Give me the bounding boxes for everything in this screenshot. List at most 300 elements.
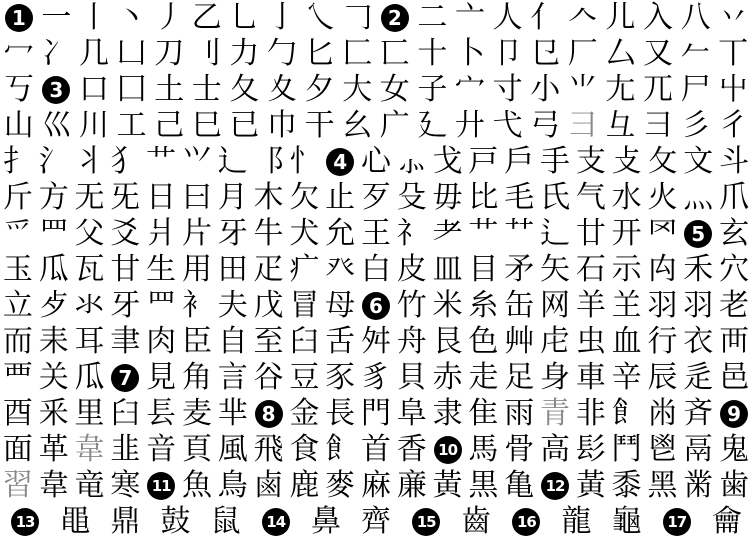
radical-character: 𠃌 — [342, 0, 373, 35]
radical-character: 羽 — [683, 288, 714, 323]
stroke-count-badge — [107, 360, 143, 396]
radical-character: 寒 — [110, 468, 141, 503]
radical-character: 頁 — [181, 432, 212, 467]
radical-character: 儿 — [605, 0, 636, 35]
radical-character: 无 — [74, 180, 105, 215]
stroke-count-badge — [537, 468, 573, 504]
radical-character: 毋 — [432, 180, 463, 215]
radical-character: 歹 — [360, 180, 391, 215]
radical-character: ⺕ — [642, 108, 673, 143]
radical-character: 行 — [647, 324, 678, 359]
radical-character: ⺌ — [567, 72, 598, 107]
radical-character: 亷 — [396, 468, 427, 503]
radical-character: 艸 — [504, 324, 535, 359]
radical-character: ⺾ — [146, 144, 177, 179]
stroke-count-number: 3 — [42, 76, 70, 104]
radical-character: 鼎 — [110, 504, 141, 539]
stroke-count-number: 9 — [720, 400, 748, 428]
radical-character: ⺿ — [504, 216, 535, 251]
radical-character: 辰 — [647, 360, 678, 395]
radical-character: 攵 — [647, 144, 678, 179]
radical-character: 阜 — [396, 396, 427, 431]
stroke-count-number: 17 — [663, 508, 691, 536]
radical-character: 糸 — [468, 288, 499, 323]
radical-character: 片 — [181, 216, 212, 251]
radical-character: 革 — [38, 432, 69, 467]
radical-character: 血 — [611, 324, 642, 359]
radical-character: 疒 — [289, 252, 320, 287]
radical-character: 戸 — [468, 144, 499, 179]
radical-character: 魚 — [181, 468, 212, 503]
radical-character: 疋 — [253, 252, 284, 287]
radical-character: 廾 — [454, 108, 485, 143]
radical-character: 瓜 — [74, 360, 105, 395]
stroke-count-number: 5 — [684, 220, 712, 248]
radical-character: 大 — [342, 72, 373, 107]
radical-character: 乀 — [304, 0, 335, 35]
radical-character: 卩 — [492, 36, 523, 71]
radical-character: 鼓 — [160, 504, 191, 539]
radical-character: 囗 — [116, 72, 147, 107]
stroke-count-badge — [430, 432, 466, 468]
radical-character: ⺨ — [110, 144, 141, 179]
radical-character: 爿 — [146, 216, 177, 251]
radical-character: 衤 — [181, 288, 212, 323]
radical-character: 豸 — [360, 360, 391, 395]
radical-character: 玉 — [2, 252, 33, 287]
radical-character: 弓 — [530, 108, 561, 143]
radical-character: 方 — [38, 180, 69, 215]
radical-character: 酉 — [2, 396, 33, 431]
radical-character: 罒 — [146, 288, 177, 323]
radical-character: 川 — [78, 108, 109, 143]
stroke-count-badge — [0, 0, 38, 36]
stroke-count-badge — [376, 0, 414, 36]
radical-character: 黃 — [575, 468, 606, 503]
radical-character: 㔾 — [530, 36, 561, 71]
radical-character: ⺲ — [38, 216, 69, 251]
radical-character: 目 — [468, 252, 499, 287]
radical-character: 一 — [41, 0, 72, 35]
radical-character: 已 — [229, 108, 260, 143]
radical-character: 耂 — [432, 216, 463, 251]
radical-character: 麻 — [360, 468, 391, 503]
radical-character: 匸 — [379, 36, 410, 71]
radical-character: 襾 — [719, 324, 750, 359]
radical-character: 黒 — [468, 468, 499, 503]
radical-character: 屮 — [718, 72, 749, 107]
radical-character: 止 — [325, 180, 356, 215]
radical-character: 韋 — [38, 468, 69, 503]
radical-character: 干 — [304, 108, 335, 143]
stroke-count-number: 6 — [362, 292, 390, 320]
radical-character: 飠 — [325, 432, 356, 467]
radical-character: 尸 — [680, 72, 711, 107]
radical-character: 关 — [38, 360, 69, 395]
radical-character: 镸 — [146, 396, 177, 431]
radical-character: ⺗ — [396, 144, 427, 179]
radical-character: 田 — [217, 252, 248, 287]
radical-character: 飠 — [611, 396, 642, 431]
radical-character: 豆 — [289, 360, 320, 395]
radical-character: ⺍ — [181, 144, 212, 179]
radical-character: 𠂉 — [680, 36, 711, 71]
radical-character: 开 — [611, 216, 642, 251]
radical-character: 亠 — [454, 0, 485, 35]
radical-character: 車 — [575, 360, 606, 395]
radical-character: 丂 — [3, 72, 34, 107]
radical-character: 走 — [468, 360, 499, 395]
radical-character: 身 — [540, 360, 571, 395]
radical-character: 寸 — [492, 72, 523, 107]
stroke-count-badge — [716, 396, 752, 432]
radical-character: 羊 — [575, 288, 606, 323]
radical-character: 网 — [540, 288, 571, 323]
radical-character: 舟 — [396, 324, 427, 359]
radical-character: 尢 — [605, 72, 636, 107]
radical-character: 士 — [191, 72, 222, 107]
stroke-count-number: 4 — [326, 148, 354, 176]
stroke-count-number: 1 — [5, 4, 33, 32]
radical-character: 又 — [642, 36, 673, 71]
radical-character: ⺖ — [289, 144, 320, 179]
radical-character: 广 — [379, 108, 410, 143]
radical-character: 牙 — [217, 216, 248, 251]
radical-character: 鬼 — [719, 432, 750, 467]
radical-character: 彡 — [680, 108, 711, 143]
radical-character: 夊 — [266, 72, 297, 107]
radical-character: 韭 — [110, 432, 141, 467]
radical-character: 比 — [468, 180, 499, 215]
stroke-count-number: 7 — [111, 364, 139, 392]
stroke-count-badge — [38, 72, 76, 108]
radical-character: 冖 — [3, 36, 34, 71]
radical-character: 殳 — [396, 180, 427, 215]
radical-character: 皿 — [432, 252, 463, 287]
radical-character: 風 — [217, 432, 248, 467]
radical-character: ⺾ — [468, 216, 499, 251]
radical-character: 支 — [575, 144, 606, 179]
radical-character: 龠 — [711, 504, 742, 539]
radical-character: 龍 — [561, 504, 592, 539]
radical-character: 入 — [642, 0, 673, 35]
radical-character: 攴 — [611, 144, 642, 179]
radical-character: 石 — [575, 252, 606, 287]
radical-character: 韋 — [74, 432, 105, 467]
radical-character: 乚 — [229, 0, 260, 35]
radical-character: 母 — [325, 288, 356, 323]
radical-character: 黍 — [611, 468, 642, 503]
radical-character: ⻍ — [540, 216, 571, 251]
radical-character: 夫 — [217, 288, 248, 323]
radical-character: 禾 — [683, 252, 714, 287]
radical-character: 釆 — [38, 396, 69, 431]
radical-character: 聿 — [110, 324, 141, 359]
radical-character: 卜 — [454, 36, 485, 71]
radical-character: 勹 — [266, 36, 297, 71]
radical-character: 木 — [253, 180, 284, 215]
radical-character: 斗 — [719, 144, 750, 179]
radical-character: 黹 — [683, 468, 714, 503]
radical-character: 鬥 — [611, 432, 642, 467]
radical-character: 耒 — [38, 324, 69, 359]
radical-character: 礻 — [396, 216, 427, 251]
radical-character: 音 — [146, 432, 177, 467]
radical-character: 臼 — [289, 324, 320, 359]
radical-character: 竹 — [396, 288, 427, 323]
radical-character: 亀 — [504, 468, 535, 503]
radical-character: 谷 — [253, 360, 284, 395]
radical-character: 𠆢 — [567, 0, 598, 35]
radical-character: 戶 — [504, 144, 535, 179]
stroke-count-badge — [251, 396, 287, 432]
radical-character: 工 — [116, 108, 147, 143]
radical-character: 髟 — [575, 432, 606, 467]
radical-character: 玄 — [719, 216, 750, 251]
radical-character: 氏 — [540, 180, 571, 215]
stroke-count-badge — [501, 504, 551, 540]
radical-character: 非 — [575, 396, 606, 431]
radical-character: 見 — [146, 360, 177, 395]
stroke-count-badge — [322, 144, 358, 180]
radical-character: 丿 — [154, 0, 185, 35]
radical-character: 彐 — [567, 108, 598, 143]
radical-character: 父 — [74, 216, 105, 251]
radical-character: 至 — [253, 324, 284, 359]
radical-character: 瓜 — [38, 252, 69, 287]
radical-character: 禸 — [647, 252, 678, 287]
radical-character: 麥 — [325, 468, 356, 503]
radical-character: 竜 — [74, 468, 105, 503]
radical-character: 麦 — [181, 396, 212, 431]
radical-character: 丅 — [718, 36, 749, 71]
radical-character: ⻌ — [217, 144, 248, 179]
radical-character: 允 — [325, 216, 356, 251]
radical-character: 爪 — [719, 180, 750, 215]
radical-character: 示 — [611, 252, 642, 287]
radical-character: 色 — [468, 324, 499, 359]
radical-character: 矢 — [540, 252, 571, 287]
radical-character: 山 — [3, 108, 34, 143]
radical-character: 欠 — [289, 180, 320, 215]
radical-character: 黃 — [432, 468, 463, 503]
radical-character: 辛 — [611, 360, 642, 395]
radical-character: 面 — [2, 432, 33, 467]
radical-character: 气 — [575, 180, 606, 215]
radical-character: 皮 — [396, 252, 427, 287]
radical-character: 八 — [680, 0, 711, 35]
radical-character: 覀 — [2, 360, 33, 395]
radical-character: 心 — [360, 144, 391, 179]
radical-character: 巛 — [41, 108, 72, 143]
radical-character: 巳 — [191, 108, 222, 143]
radical-character: 虫 — [575, 324, 606, 359]
radical-character: 旡 — [110, 180, 141, 215]
radical-character: 丶 — [116, 0, 147, 35]
stroke-count-number: 8 — [255, 400, 283, 428]
radical-character: 己 — [154, 108, 185, 143]
radical-character: 鬲 — [683, 432, 714, 467]
radical-character: 毛 — [504, 180, 535, 215]
stroke-count-badge — [358, 288, 394, 324]
radical-character: 冫 — [41, 36, 72, 71]
radical-character: 歯 — [719, 468, 750, 503]
radical-character: 爻 — [110, 216, 141, 251]
stroke-count-number: 13 — [11, 508, 39, 536]
radical-character: 生 — [146, 252, 177, 287]
radical-character: 癶 — [325, 252, 356, 287]
radical-character: 匚 — [342, 36, 373, 71]
radical-character: 羽 — [647, 288, 678, 323]
radical-character: 二 — [417, 0, 448, 35]
radical-character: 豕 — [325, 360, 356, 395]
radical-character: 長 — [325, 396, 356, 431]
radical-character: 雨 — [504, 396, 535, 431]
stroke-count-number: 14 — [262, 508, 290, 536]
radical-character: 夕 — [304, 72, 335, 107]
radical-character: 鹵 — [253, 468, 284, 503]
radical-character: 冒 — [289, 288, 320, 323]
radical-character: 王 — [360, 216, 391, 251]
radical-character: 青 — [540, 396, 571, 431]
radical-character: 貝 — [396, 360, 427, 395]
radical-character: 日 — [146, 180, 177, 215]
radical-character: 黑 — [647, 468, 678, 503]
radical-character: 女 — [379, 72, 410, 107]
radical-character: 習 — [2, 468, 33, 503]
radical-character: 甘 — [110, 252, 141, 287]
radical-character: 廿 — [575, 216, 606, 251]
radical-character: 而 — [2, 324, 33, 359]
radical-character: 虍 — [540, 324, 571, 359]
radical-character: 乙 — [191, 0, 222, 35]
radical-character: 歺 — [38, 288, 69, 323]
radical-character: 角 — [181, 360, 212, 395]
radical-character: 高 — [540, 432, 571, 467]
radical-character: 宀 — [454, 72, 485, 107]
radical-character: 馬 — [468, 432, 499, 467]
radical-character: 芈 — [217, 396, 248, 431]
radical-character: 矛 — [504, 252, 535, 287]
radical-character: 飛 — [253, 432, 284, 467]
radical-character: 鼻 — [310, 504, 341, 539]
radical-character: 爫 — [2, 216, 33, 251]
radical-character: 土 — [154, 72, 185, 107]
radical-character: 黽 — [60, 504, 91, 539]
radical-character: 耳 — [74, 324, 105, 359]
stroke-count-badge — [143, 468, 179, 504]
radical-character: 犬 — [289, 216, 320, 251]
radical-character: 火 — [647, 180, 678, 215]
radical-character: 足 — [504, 360, 535, 395]
radical-character: ⺡ — [38, 144, 69, 179]
stroke-count-badge — [652, 504, 702, 540]
radical-character: 厂 — [567, 36, 598, 71]
radical-character: 戈 — [432, 144, 463, 179]
radical-character: 臼 — [110, 396, 141, 431]
radical-character: 臣 — [181, 324, 212, 359]
stroke-count-badge — [680, 216, 716, 252]
radical-character: ⻏ — [253, 144, 284, 179]
radical-character: 隹 — [468, 396, 499, 431]
radical-character: 食 — [289, 432, 320, 467]
radical-character: 亅 — [266, 0, 297, 35]
radical-character: 刀 — [154, 36, 185, 71]
radical-character: 水 — [611, 180, 642, 215]
radical-character: 丷 — [718, 0, 749, 35]
radical-character: 氺 — [74, 288, 105, 323]
radical-character: 鼠 — [210, 504, 241, 539]
radical-character: 隶 — [432, 396, 463, 431]
radical-character: 斤 — [2, 180, 33, 215]
radical-character: 幺 — [342, 108, 373, 143]
radical-character: 口 — [78, 72, 109, 107]
stroke-count-number: 12 — [541, 472, 569, 500]
radical-character: 邑 — [719, 360, 750, 395]
radical-character: 弋 — [492, 108, 523, 143]
radical-character: 赤 — [432, 360, 463, 395]
radical-character: 手 — [540, 144, 571, 179]
radical-character: 丨 — [78, 0, 109, 35]
radical-character: 米 — [432, 288, 463, 323]
radical-character: 文 — [683, 144, 714, 179]
stroke-count-number: 15 — [412, 508, 440, 536]
radical-character: 舌 — [325, 324, 356, 359]
stroke-count-number: 16 — [512, 508, 540, 536]
radical-character: 艮 — [432, 324, 463, 359]
radical-character: 肉 — [146, 324, 177, 359]
radical-character: 舛 — [360, 324, 391, 359]
radical-character: 彑 — [605, 108, 636, 143]
radical-character: 彳 — [718, 108, 749, 143]
radical-character: 小 — [530, 72, 561, 107]
radical-character: 瓦 — [74, 252, 105, 287]
radical-character: 香 — [396, 432, 427, 467]
radical-character: 鳥 — [217, 468, 248, 503]
radical-character: ⺘ — [2, 144, 33, 179]
radical-character: 鬯 — [647, 432, 678, 467]
radical-character: 𦍌 — [611, 288, 642, 323]
radical-character: 子 — [417, 72, 448, 107]
radical-character: 自 — [217, 324, 248, 359]
radical-character: 廴 — [417, 108, 448, 143]
radical-character: 白 — [360, 252, 391, 287]
radical-character: 辵 — [683, 360, 714, 395]
radical-character: 罓 — [647, 216, 678, 251]
radical-character: 夂 — [229, 72, 260, 107]
radical-character: 戊 — [253, 288, 284, 323]
radical-character: 凵 — [116, 36, 147, 71]
radical-character: 刂 — [191, 36, 222, 71]
radical-character: 曰 — [181, 180, 212, 215]
radical-character: 金 — [289, 396, 320, 431]
radical-character: 龜 — [611, 504, 642, 539]
radical-character: 鹿 — [289, 468, 320, 503]
radical-character: 齒 — [461, 504, 492, 539]
radical-character: 力 — [229, 36, 260, 71]
stroke-count-number: 10 — [434, 436, 462, 464]
radical-character: 首 — [360, 432, 391, 467]
radical-character: 穴 — [719, 252, 750, 287]
stroke-count-number: 11 — [147, 472, 175, 500]
stroke-count-badge — [251, 504, 301, 540]
radical-character: ⺦ — [74, 144, 105, 179]
radical-character: 兀 — [642, 72, 673, 107]
radical-character: 言 — [217, 360, 248, 395]
radical-character: 匕 — [304, 36, 335, 71]
radical-character: 十 — [417, 36, 448, 71]
stroke-count-number: 2 — [381, 4, 409, 32]
